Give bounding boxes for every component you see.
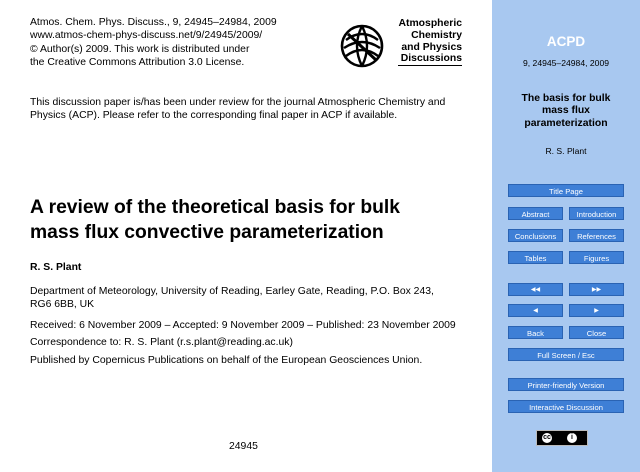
globe-logo-icon <box>340 24 384 68</box>
affiliation-line: Department of Meteorology, University of Reading, Earley Gate, Reading, P.O. Box 243, <box>30 286 434 297</box>
short-title-line: The basis for bulk <box>521 93 611 104</box>
affiliation <box>30 285 470 312</box>
full-screen-button[interactable]: Full Screen / Esc <box>508 348 624 361</box>
sidebar-journal: ACPD <box>546 34 586 49</box>
correspondence: Correspondence to: R. S. Plant (r.s.plant@reading.ac.uk) <box>30 337 293 348</box>
attribution-icon: i <box>567 433 577 443</box>
close-button[interactable]: Close <box>569 326 624 339</box>
paper-title <box>30 196 470 245</box>
figures-button[interactable]: Figures <box>569 251 624 264</box>
journal-logo <box>342 16 470 78</box>
journal-line: Atmos. Chem. Phys. Discuss., 9, 24945–24984, 2009 <box>30 17 277 28</box>
back-button[interactable]: Back <box>508 326 563 339</box>
logo-line: Atmospheric <box>398 18 462 29</box>
interactive-discussion-button[interactable]: Interactive Discussion <box>508 400 624 413</box>
tables-button[interactable]: Tables <box>508 251 563 264</box>
journal-url[interactable]: www.atmos-chem-phys-discuss.net/9/24945/2009/ <box>30 30 263 42</box>
next-page-button[interactable]: ▶ <box>569 304 624 317</box>
title-line: mass flux convective parameterization <box>30 221 384 243</box>
creative-commons-badge[interactable] <box>536 430 588 446</box>
logo-line: Chemistry <box>411 29 462 41</box>
review-notice: This discussion paper is/has been under review for the journal Atmospheric Chemistry and Physics (ACP). Please refer to the corresponding final paper in ACP if available. <box>30 97 446 122</box>
last-page-button[interactable]: ▶▶ <box>569 283 624 296</box>
title-line: A review of the theoretical basis for bulk <box>30 197 401 218</box>
logo-wordmark <box>398 18 462 66</box>
short-title-line: mass flux <box>542 105 590 117</box>
first-page-button[interactable]: ◀◀ <box>508 283 563 296</box>
printer-friendly-button[interactable]: Printer-friendly Version <box>508 378 624 391</box>
cc-icon: cc <box>543 434 551 441</box>
copyright-line: © Author(s) 2009. This work is distributed under <box>30 43 250 55</box>
publication-dates: Received: 6 November 2009 – Accepted: 9 November 2009 – Published: 23 November 2009 <box>30 320 456 331</box>
license-line: the Creative Commons Attribution 3.0 License. <box>30 57 245 69</box>
previous-page-button[interactable]: ◀ <box>508 304 563 317</box>
title-page-button[interactable]: Title Page <box>508 184 624 197</box>
publisher-note: Published by Copernicus Publications on behalf of the European Geosciences Union. <box>30 355 423 366</box>
affiliation-line: RG6 6BB, UK <box>30 299 95 311</box>
logo-line: Discussions <box>398 53 462 66</box>
sidebar-short-title <box>510 93 622 130</box>
short-title-line: parameterization <box>524 117 608 129</box>
sidebar-author: R. S. Plant <box>545 146 587 156</box>
references-button[interactable]: References <box>569 229 624 242</box>
logo-line: and Physics <box>401 41 462 53</box>
abstract-button[interactable]: Abstract <box>508 207 563 220</box>
citation-header <box>30 16 340 70</box>
introduction-button[interactable]: Introduction <box>569 207 624 220</box>
conclusions-button[interactable]: Conclusions <box>508 229 563 242</box>
author-name: R. S. Plant <box>30 262 82 273</box>
page-number: 24945 <box>229 441 258 452</box>
sidebar-reference: 9, 24945–24984, 2009 <box>522 58 610 68</box>
